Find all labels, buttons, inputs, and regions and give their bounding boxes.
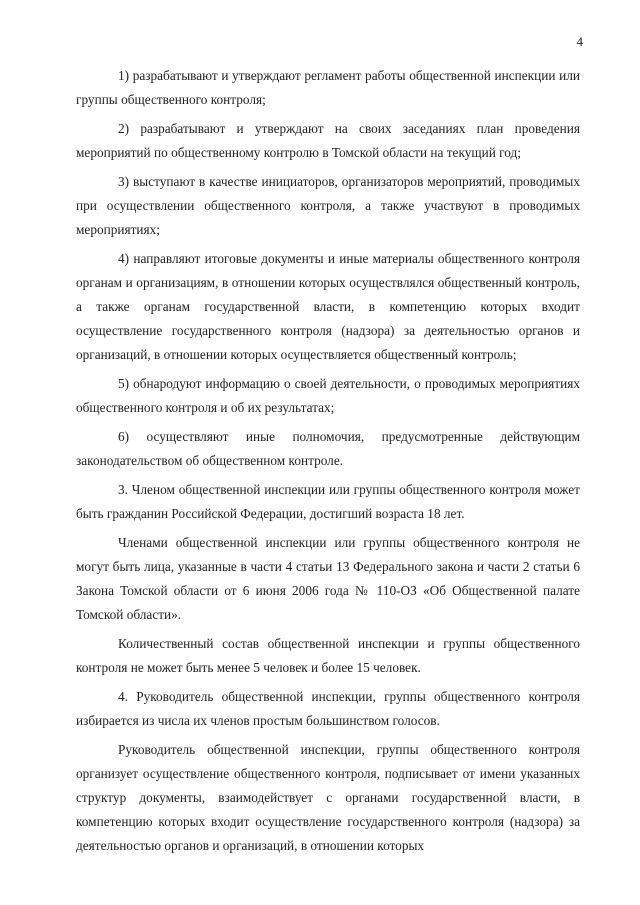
paragraph-member-count: Количественный состав общественной инспекции и группы общественного контроля не может быть менее 5 человек и более 15 человек. bbox=[76, 636, 580, 675]
paragraph-item-6: 6) осуществляют иные полномочия, предусмотренные действующим законодательством об общественном контроле. bbox=[76, 429, 580, 468]
paragraph-item-3: 3) выступают в качестве инициаторов, организаторов мероприятий, проводимых при осуществлении общественного контроля, а также участвуют в проводимых мероприятиях; bbox=[76, 174, 580, 237]
paragraph-item-5: 5) обнародуют информацию о своей деятельности, о проводимых мероприятиях общественного контроля и об их результатах; bbox=[76, 376, 580, 415]
paragraph-item-4: 4) направляют итоговые документы и иные материалы общественного контроля органам и организациям, в отношении которых осуществлялся общественный контроль, а также органам государственной власти, в компетенцию которых входит осуществление государственного контроля (надзора) за деятельностью органов и организаций, в отношении которых осуществляется общественный контроль; bbox=[76, 251, 580, 362]
paragraph-item-1: 1) разрабатывают и утверждают регламент работы общественной инспекции или группы общественного контроля; bbox=[76, 68, 580, 107]
paragraph-head-duties: Руководитель общественной инспекции, группы общественного контроля организует осуществление общественного контроля, подписывает от имени указанных структур документы, взаимодействует с органами государственной власти, в компетенцию которых входит осуществление государственного контроля (надзора) за деятельностью органов и организаций, в отношении которых bbox=[76, 742, 580, 853]
paragraph-clause-3: 3. Членом общественной инспекции или группы общественного контроля может быть гражданин Российской Федерации, достигший возраста 18 лет. bbox=[76, 482, 580, 521]
document-body bbox=[76, 64, 580, 863]
paragraph-item-2: 2) разрабатывают и утверждают на своих заседаниях план проведения мероприятий по общественному контролю в Томской области на текущий год; bbox=[76, 121, 580, 160]
paragraph-clause-4: 4. Руководитель общественной инспекции, группы общественного контроля избирается из числа их членов простым большинством голосов. bbox=[76, 689, 580, 728]
paragraph-member-restrictions: Членами общественной инспекции или группы общественного контроля не могут быть лица, указанные в части 4 статьи 13 Федерального закона и части 2 статьи 6 Закона Томской области от 6 июня 2006 года № 110-ОЗ «Об Общественной палате Томской области». bbox=[76, 535, 580, 622]
page-number: 4 bbox=[576, 34, 583, 49]
